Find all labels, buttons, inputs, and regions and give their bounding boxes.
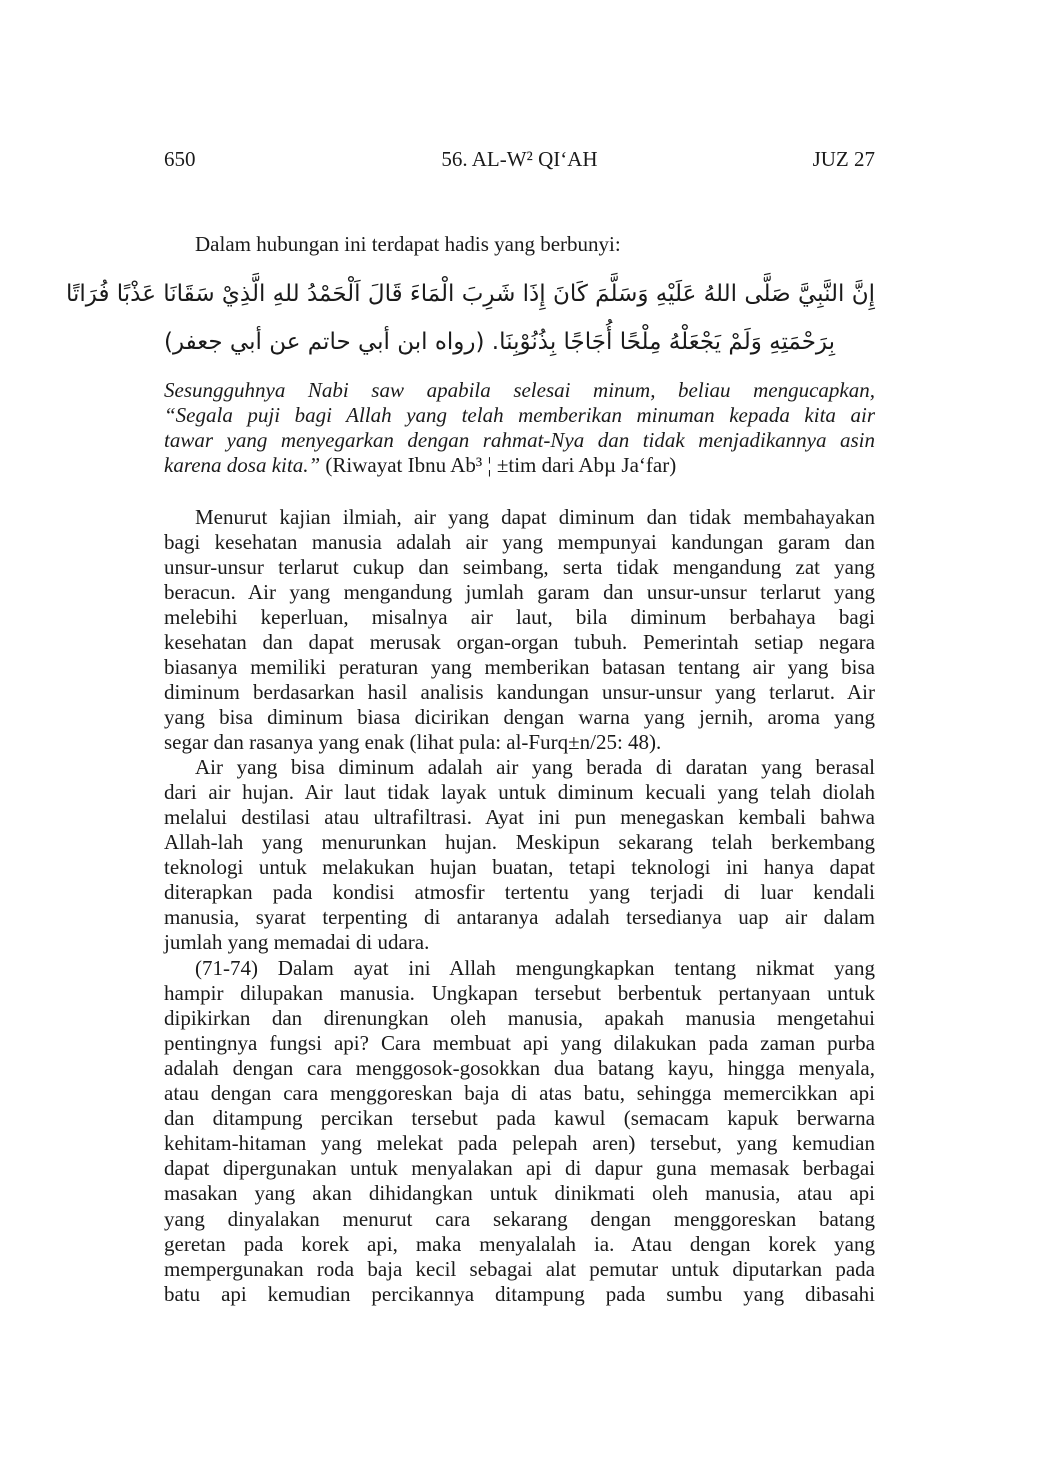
paragraph-line: atau dengan cara menggoreskan baja di atas batu, sehingga memercikkan api	[164, 1081, 875, 1106]
translation-line: tawar yang menyegarkan dengan rahmat-Nya dan tidak menjadikannya asin	[164, 428, 875, 452]
paragraph-line: dan ditampung percikan tersebut pada kawul (semacam kapuk berwarna	[164, 1106, 875, 1131]
hadith-arabic-line: إِنَّ النَّبِيَّ صَلَّى اللهُ عَلَيْهِ وَسَلَّمَ كَانَ إِذَا شَرِبَ الْمَاءَ قَالَ اَلْحَمْدُ للهِ الَّذِيْ سَقَانَا عَذْبًا فُرَاتًا	[65, 281, 875, 307]
paragraph-line: jumlah yang memadai di udara.	[164, 930, 430, 955]
paragraph-line: yang bisa diminum biasa dicirikan dengan warna yang jernih, aroma yang	[164, 705, 875, 730]
intro-text: Dalam hubungan ini terdapat hadis yang berbunyi:	[195, 232, 621, 256]
paragraph-line: bagi kesehatan manusia adalah air yang mempunyai kandungan garam dan	[164, 530, 875, 555]
paragraph-line: diminum berdasarkan hasil analisis kandungan unsur-unsur yang terlarut. Air	[164, 680, 875, 705]
paragraph-line: Allah-lah yang menurunkan hujan. Meskipun sekarang telah berkembang	[164, 830, 875, 855]
translation-line: “Segala puji bagi Allah yang telah memberikan minuman kepada kita air	[164, 403, 875, 427]
paragraph-line: beracun. Air yang mengandung jumlah garam dan unsur-unsur terlarut yang	[164, 580, 875, 605]
paragraph-line: segar dan rasanya yang enak (lihat pula: al-Furq±n/25: 48).	[164, 730, 662, 755]
paragraph-line: yang dinyalakan menurut cara sekarang dengan menggoreskan batang	[164, 1206, 875, 1231]
paragraph-line: Menurut kajian ilmiah, air yang dapat diminum dan tidak membahayakan	[195, 505, 875, 529]
hadith-arabic-line: بِرَحْمَتِهِ وَلَمْ يَجْعَلْهُ مِلْحًا أُجَاجًا بِذُنُوْبِنَا. (رواه ابن أبي حاتم عن أبي جعفر)	[164, 329, 835, 355]
paragraph-line: dari air hujan. Air laut tidak layak untuk diminum kecuali yang telah diolah	[164, 780, 875, 805]
translation-line	[164, 453, 875, 478]
paragraph-line: masakan yang akan dihidangkan untuk dinikmati oleh manusia, atau api	[164, 1181, 875, 1206]
paragraph-line: (71-74) Dalam ayat ini Allah mengungkapkan tentang nikmat yang	[195, 956, 875, 980]
translation-line: Sesungguhnya Nabi saw apabila selesai minum, beliau mengucapkan,	[164, 378, 875, 402]
paragraph-line: unsur-unsur terlarut cukup dan seimbang, serta tidak mengandung zat yang	[164, 555, 875, 580]
paragraph-line: diterapkan pada kondisi atmosfir tertentu yang terjadi di luar kendali	[164, 880, 875, 905]
juz-label: JUZ 27	[812, 147, 875, 171]
paragraph-line: adalah dengan cara menggosok-gosokkan dua batang kayu, hingga menyala,	[164, 1056, 875, 1081]
surah-title: 56. AL-W² QI‘AH	[441, 147, 598, 171]
paragraph-line: teknologi untuk melakukan hujan buatan, tetapi teknologi ini hanya dapat	[164, 855, 875, 880]
paragraph-line: hampir dilupakan manusia. Ungkapan tersebut berbentuk pertanyaan untuk	[164, 981, 875, 1006]
paragraph-line: kehitam-hitaman yang melekat pada pelepah aren) tersebut, yang kemudian	[164, 1131, 875, 1156]
paragraph-line: melebihi keperluan, misalnya air laut, bila diminum berbahaya bagi	[164, 605, 875, 630]
paragraph-line: biasanya memiliki peraturan yang memberikan batasan tentang air yang bisa	[164, 655, 875, 680]
translation-closing: karena dosa kita.”	[164, 453, 321, 477]
paragraph-line: batu api kemudian percikannya ditampung pada sumbu yang dibasahi	[164, 1281, 875, 1306]
paragraph-line: dipikirkan dan direnungkan oleh manusia, apakah manusia mengetahui	[164, 1006, 875, 1031]
paragraph-line: kesehatan dan dapat merusak organ-organ tubuh. Pemerintah setiap negara	[164, 630, 875, 655]
page-number: 650	[164, 147, 196, 171]
paragraph-line: geretan pada korek api, maka menyalalah ia. Atau dengan korek yang	[164, 1231, 875, 1256]
paragraph-line: Air yang bisa diminum adalah air yang berada di daratan yang berasal	[195, 755, 875, 779]
paragraph-line: melalui destilasi atau ultrafiltrasi. Ayat ini pun menegaskan kembali bahwa	[164, 805, 875, 830]
paragraph-line: mempergunakan roda baja kecil sebagai alat pemutar untuk diputarkan pada	[164, 1256, 875, 1281]
paragraph-line: pentingnya fungsi api? Cara membuat api yang dilakukan pada zaman purba	[164, 1031, 875, 1056]
paragraph-line: manusia, syarat terpenting di antaranya adalah tersedianya uap air dalam	[164, 905, 875, 930]
hadith-source: (Riwayat Ibnu Ab³ ¦ ±tim dari Abµ Ja‘far)	[320, 453, 677, 477]
paragraph-line: dapat dipergunakan untuk menyalakan api di dapur guna memasak berbagai	[164, 1156, 875, 1181]
running-header	[164, 145, 875, 173]
